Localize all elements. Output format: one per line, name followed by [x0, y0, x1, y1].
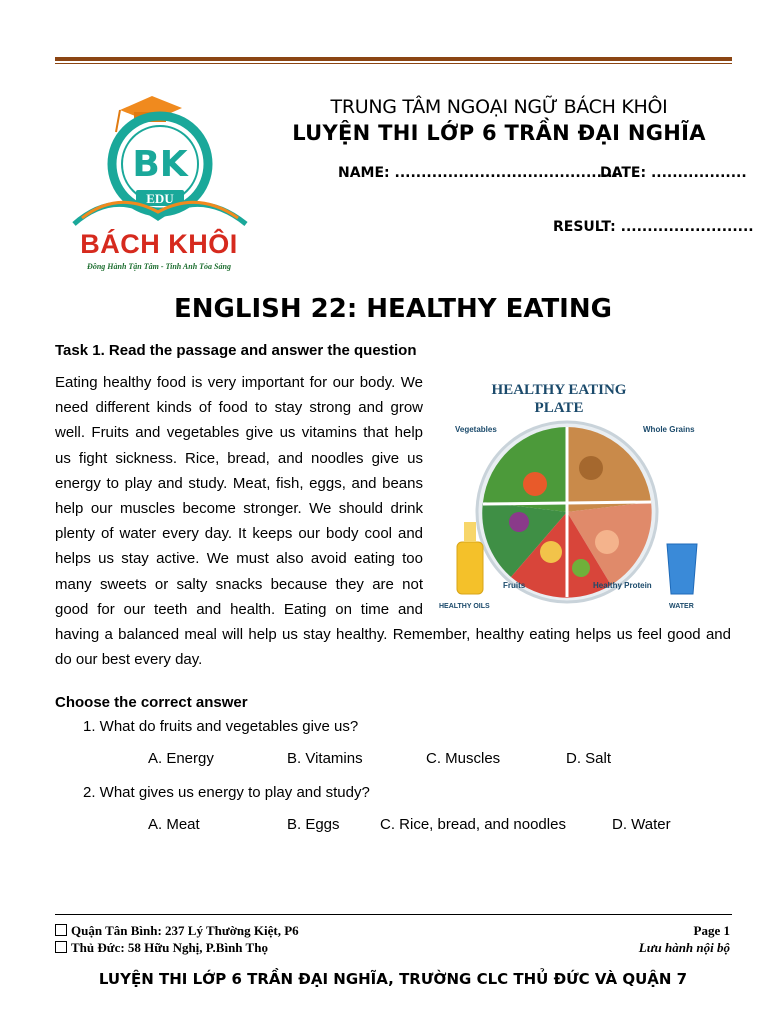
footer-rule	[55, 914, 732, 915]
question-2: 2. What gives us energy to play and study?	[83, 784, 370, 801]
water-glass-icon	[667, 544, 697, 594]
passage-text: Eating healthy food is very important for our body. We need different kinds of food to stay strong and grow well. Fruits and vegetables give us vitamins that help us fight sickness. Rice, bread, and noodles give us energy to play and study. Meat, fish, eggs, and beans help our muscles become stronger. We should drink plenty of water every day. It keeps our body cool and helps us stay active. We must also avoid eating too many sweets or salty snacks because they are not good for our teeth and health. Eating on time and having a balanced meal will help us stay healthy. Remember, healthy eating helps us feel good and do our best every day.	[55, 374, 731, 669]
result-field: RESULT: .........................	[553, 219, 754, 235]
logo-edu: EDU	[146, 191, 174, 206]
address-1-text: Quận Tân Bình: 237 Lý Thường Kiệt, P6	[71, 923, 299, 938]
address-2-text: Thủ Đức: 58 Hữu Nghị, P.Bình Thọ	[71, 940, 268, 955]
logo-brand-text: BÁCH KHÔI	[80, 229, 238, 259]
q1-option-d: D. Salt	[566, 750, 612, 767]
internal-note: Lưu hành nội bộ	[638, 940, 730, 955]
date-field: DATE: ..................	[600, 165, 747, 181]
header-subtitle: LUYỆN THI LỚP 6 TRẦN ĐẠI NGHĨA	[292, 121, 706, 145]
footer-title: LUYỆN THI LỚP 6 TRẦN ĐẠI NGHĨA, TRƯỜNG CLC THỦ ĐỨC VÀ QUẬN 7	[98, 970, 688, 988]
oil-bottle-icon	[457, 542, 483, 594]
question-1: 1. What do fruits and vegetables give us?	[83, 718, 359, 735]
location-icon	[55, 924, 67, 936]
plate-title-1: HEALTHY EATING	[491, 382, 627, 398]
logo-slogan: Đồng Hành Tận Tâm - Tinh Anh Tỏa Sáng	[87, 262, 231, 271]
q2-option-c: C. Rice, bread, and noodles	[380, 816, 566, 833]
q2-option-b: B. Eggs	[287, 816, 340, 833]
q1-option-b: B. Vitamins	[287, 750, 363, 767]
label-healthy-protein: Healthy Protein	[593, 581, 652, 590]
header-rule	[55, 57, 732, 61]
footer-address-1	[55, 923, 299, 939]
choose-heading: Choose the correct answer	[55, 694, 248, 711]
logo-emblem	[60, 92, 258, 232]
label-healthy-oils: HEALTHY OILS	[439, 603, 490, 610]
label-whole-grains: Whole Grains	[643, 425, 695, 434]
plate-title-2: PLATE	[534, 400, 584, 416]
name-field: NAME: ............................................	[338, 165, 629, 181]
q1-option-a: A. Energy	[148, 750, 214, 767]
q2-option-a: A. Meat	[148, 816, 200, 833]
header-rule-thin	[55, 63, 732, 64]
page-title: ENGLISH 22: HEALTHY EATING	[174, 294, 612, 324]
label-water: WATER	[669, 603, 694, 610]
center-name: TRUNG TÂM NGOẠI NGỮ BÁCH KHÔI	[330, 96, 668, 118]
q1-option-c: C. Muscles	[426, 750, 501, 767]
healthy-eating-plate-image	[431, 372, 731, 622]
reading-passage	[55, 370, 731, 672]
page-number: Page 1	[693, 923, 730, 938]
q2-option-d: D. Water	[612, 816, 671, 833]
location-icon	[55, 941, 67, 953]
task-1-heading: Task 1. Read the passage and answer the question	[55, 342, 417, 359]
label-fruits: Fruits	[503, 581, 526, 590]
logo-initials: BK	[132, 144, 188, 185]
label-vegetables: Vegetables	[455, 425, 497, 434]
footer-address-2	[55, 940, 268, 956]
bach-khoi-logo	[60, 92, 258, 274]
